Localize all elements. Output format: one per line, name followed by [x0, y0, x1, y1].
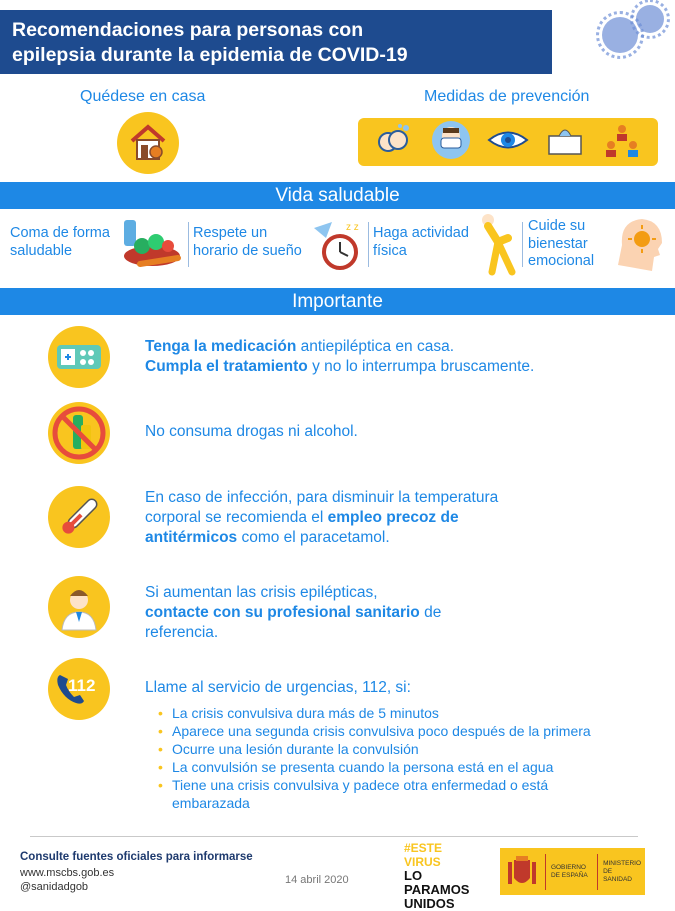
campaign-line-5: UNIDOS [404, 896, 455, 911]
campaign-line-3: LO [404, 868, 423, 883]
crisis-line-3: referencia. [145, 624, 219, 641]
head-sun-icon [612, 215, 666, 278]
fever-line-3: como el paracetamol. [237, 529, 390, 546]
ministry-line-1: MINISTERIO [603, 859, 641, 867]
list-item: • Tiene una crisis convulsiva y padece otra enfermedad o está embarazada [158, 776, 628, 812]
sleep-schedule-line-1: Respete un [193, 225, 268, 241]
medication-text [145, 337, 645, 377]
doctor-icon [48, 576, 110, 638]
no-drugs-icon [48, 402, 110, 464]
alarm-clock-icon [310, 216, 366, 277]
face-mask-icon [431, 120, 471, 165]
twitter-link[interactable]: @sanidadgob [20, 881, 89, 893]
bullet-text: Tiene una crisis convulsiva y padece otra enfermedad o está embarazada [172, 777, 549, 811]
spain-coat-of-arms-icon [504, 854, 540, 890]
healthy-eating-text [10, 225, 110, 260]
bullet-text: Aparece una segunda crisis convulsiva poco después de la primera [172, 723, 591, 739]
virus-decoration [590, 5, 675, 65]
food-icon [120, 216, 186, 277]
fever-line-1: En caso de infección, para disminuir la temperatura [145, 489, 499, 506]
divider [522, 222, 523, 267]
medication-bold-2: Cumpla el tratamiento [145, 358, 308, 375]
list-item: • La crisis convulsiva dura más de 5 minutos [158, 705, 439, 721]
stay-home-title: Quédese en casa [80, 88, 206, 105]
crisis-line-1: Si aumentan las crisis epilépticas, [145, 584, 378, 601]
emergency-number: 112 [68, 676, 96, 695]
bullet-text: La convulsión se presenta cuando la persona está en el agua [172, 759, 554, 775]
emergency-intro: Llame al servicio de urgencias, 112, si: [145, 679, 411, 696]
svg-text:z z: z z [346, 222, 359, 233]
fever-bold-1: empleo precoz de [327, 509, 459, 526]
tissue-box-icon [545, 122, 585, 163]
fever-bold-2: antitérmicos [145, 529, 238, 546]
page-title-line-2: epilepsia durante la epidemia de COVID-19 [12, 44, 408, 66]
physical-activity-line-1: Haga actividad [373, 225, 469, 241]
prevention-panel [358, 118, 658, 166]
physical-activity-text [373, 225, 469, 260]
healthy-life-bar: Vida saludable [0, 182, 675, 209]
house-icon [117, 112, 179, 174]
medication-bold-1: Tenga la medicación [145, 338, 297, 355]
campaign-line-2: VIRUS [404, 855, 441, 869]
medication-text-1: antiepiléptica en casa. [296, 338, 455, 355]
physical-activity-line-2: física [373, 242, 407, 259]
sleep-schedule-line-2: horario de sueño [193, 242, 302, 259]
crisis-text [145, 583, 645, 643]
fever-line-2: corporal se recomienda el [145, 509, 328, 526]
medication-icon [48, 326, 110, 388]
no-drugs-text: No consuma drogas ni alcohol. [145, 423, 358, 440]
campaign-line-1: #ESTE [404, 841, 443, 855]
publication-date: 14 abril 2020 [285, 874, 349, 886]
prevention-title: Medidas de prevención [424, 88, 590, 105]
list-item: • Ocurre una lesión durante la convulsión [158, 741, 419, 757]
government-logo [500, 848, 645, 895]
sleep-schedule-text [193, 225, 302, 260]
gov-spain-label [551, 864, 592, 880]
footer-consult: Consulte fuentes oficiales para informarse [20, 851, 253, 863]
thermometer-icon [48, 486, 110, 548]
website-link[interactable]: www.mscbs.gob.es [20, 867, 115, 879]
bullet-text: Ocurre una lesión durante la convulsión [172, 741, 419, 757]
fever-text [145, 488, 645, 548]
important-bar: Importante [0, 288, 675, 315]
list-item: • La convulsión se presenta cuando la persona está en el agua [158, 759, 554, 775]
emotional-wellbeing-line-1: Cuide su [528, 218, 586, 234]
emergency-bullet-list [158, 704, 628, 812]
gov-label-line-1: GOBIERNO [550, 863, 586, 871]
divider [368, 222, 369, 267]
crisis-bold-1: contacte con su profesional sanitario [145, 604, 420, 621]
emotional-wellbeing-line-3: emocional [528, 253, 595, 269]
campaign-logo [404, 841, 494, 911]
footer-divider [30, 836, 638, 837]
medication-text-2: y no lo interrumpa bruscamente. [307, 358, 535, 375]
social-distance-icon [602, 122, 642, 163]
divider [188, 222, 189, 267]
eye-icon [487, 125, 529, 160]
exercise-icon [478, 212, 522, 281]
header-banner [0, 10, 552, 74]
handwash-icon [374, 122, 414, 163]
ministry-line-2: DE SANIDAD [603, 867, 632, 883]
bullet-text: La crisis convulsiva dura más de 5 minutos [172, 705, 439, 721]
campaign-line-4: PARAMOS [404, 882, 470, 897]
crisis-line-2: de [419, 604, 442, 621]
gov-label-line-2: DE ESPAÑA [550, 871, 588, 879]
list-item: • Aparece una segunda crisis convulsiva poco después de la primera [158, 723, 591, 739]
page-title-line-1: Recomendaciones para personas con [12, 19, 364, 41]
ministry-label [603, 860, 641, 884]
emotional-wellbeing-text [528, 218, 594, 271]
healthy-eating-line-1: Coma de forma [10, 225, 110, 241]
healthy-eating-line-2: saludable [10, 242, 73, 259]
virus-icon [636, 5, 664, 33]
emotional-wellbeing-line-2: bienestar [528, 235, 588, 252]
